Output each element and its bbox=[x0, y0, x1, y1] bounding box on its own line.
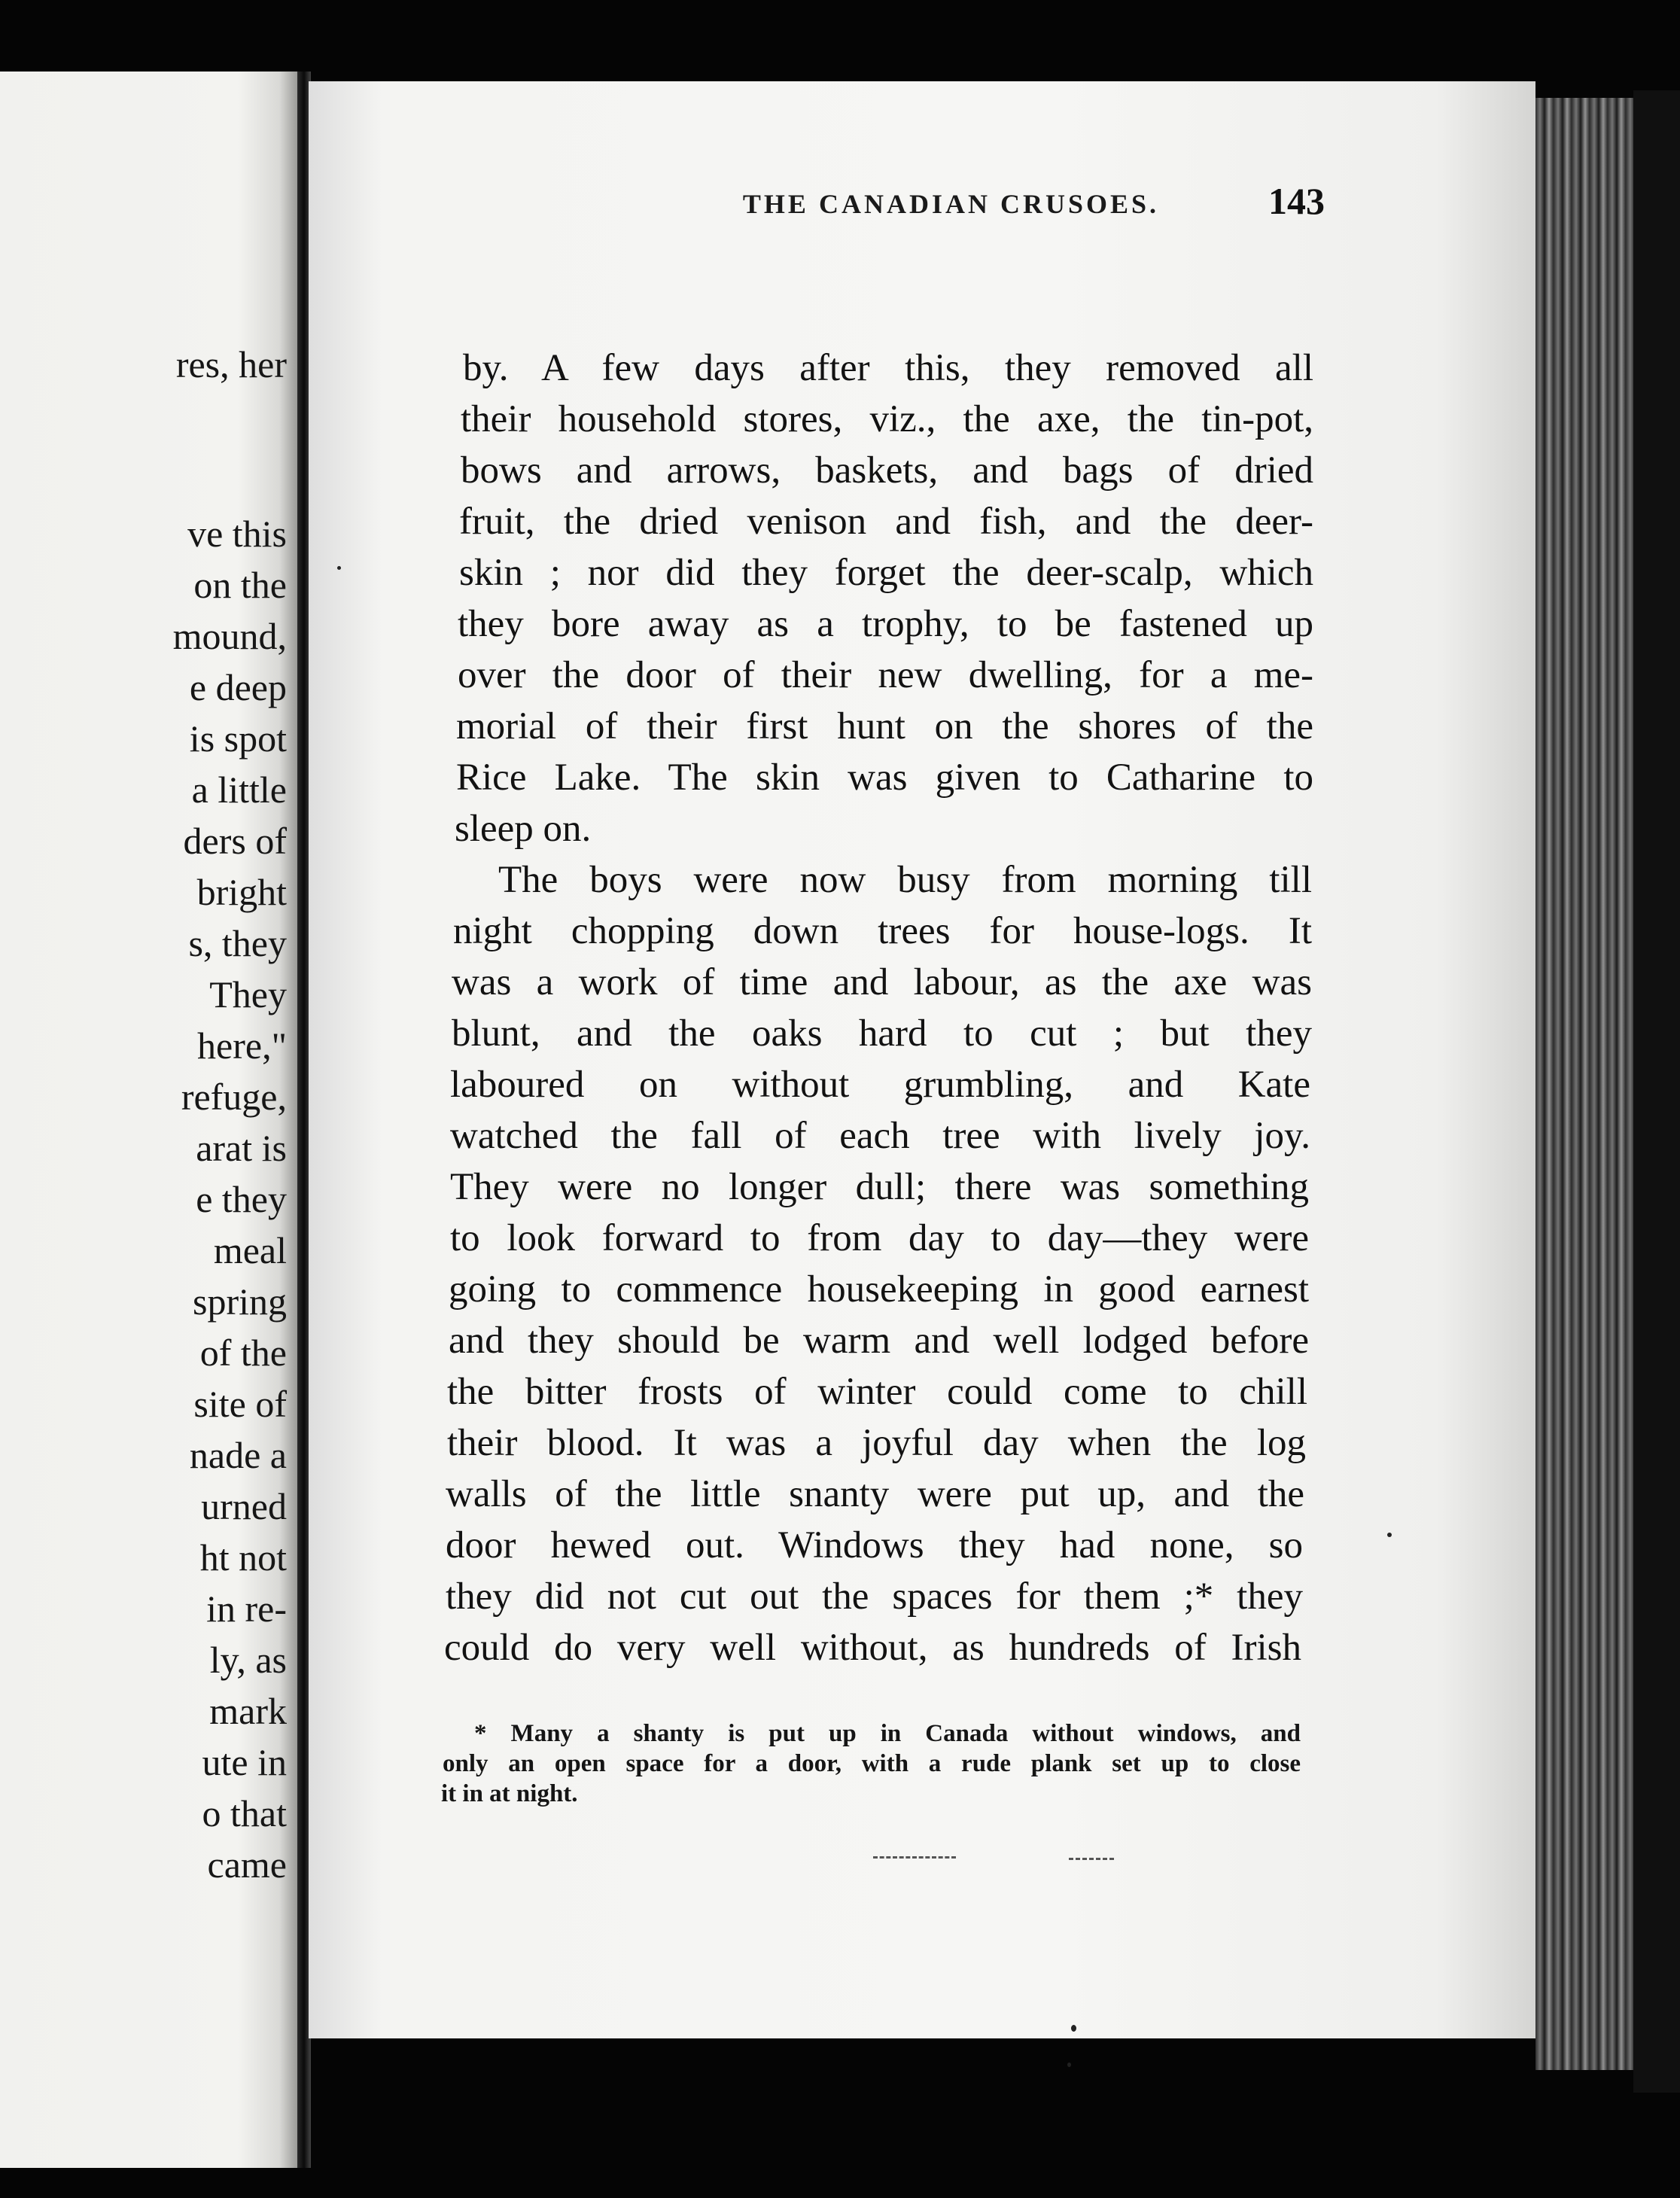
body-line: their blood. It was a joyful day when the log bbox=[447, 1422, 1306, 1464]
body-line: The boys were now busy from morning till bbox=[498, 859, 1312, 901]
left-line-fragment: bright bbox=[196, 871, 287, 913]
ink-speck bbox=[1387, 1533, 1392, 1537]
body-line: was a work of time and labour, as the axe was bbox=[452, 961, 1312, 1003]
left-line-fragment: ve this bbox=[187, 513, 287, 555]
left-line-fragment: urned bbox=[201, 1485, 287, 1527]
faint-dash-mark bbox=[1069, 1858, 1114, 1862]
left-line-fragment: spring bbox=[193, 1280, 287, 1323]
left-line-fragment: came bbox=[207, 1843, 287, 1886]
body-line: door hewed out. Windows they had none, so bbox=[446, 1524, 1303, 1566]
body-line: they did not cut out the spaces for them ;* they bbox=[446, 1575, 1303, 1618]
left-line-fragment: ders of bbox=[183, 820, 287, 862]
body-line: they bore away as a trophy, to be fastened up bbox=[458, 603, 1313, 645]
left-line-fragment: s, they bbox=[188, 922, 287, 964]
left-line-fragment: mound, bbox=[172, 615, 287, 657]
left-line-fragment: ly, as bbox=[209, 1639, 287, 1681]
body-line: Rice Lake. The skin was given to Catharine to bbox=[456, 757, 1313, 799]
body-line: laboured on without grumbling, and Kate bbox=[450, 1064, 1310, 1106]
left-line-fragment: ute in bbox=[202, 1741, 287, 1783]
left-line-fragment: mark bbox=[209, 1690, 287, 1732]
left-page bbox=[0, 72, 297, 2168]
ink-speck bbox=[337, 566, 341, 570]
left-line-fragment: They bbox=[209, 973, 287, 1015]
body-line: They were no longer dull; there was something bbox=[450, 1166, 1309, 1208]
body-line: by. A few days after this, they removed all bbox=[463, 347, 1313, 389]
body-line: the bitter frosts of winter could come to chill bbox=[447, 1371, 1307, 1413]
left-line-fragment: a little bbox=[191, 769, 287, 811]
ink-speck bbox=[1067, 2063, 1071, 2067]
book-cover-edge bbox=[1633, 90, 1680, 2093]
page-number: 143 bbox=[1268, 180, 1325, 222]
ink-speck bbox=[1071, 2025, 1076, 2032]
body-line: could do very well without, as hundreds of Irish bbox=[444, 1627, 1301, 1669]
body-line: their household stores, viz., the axe, the tin-pot, bbox=[461, 398, 1313, 440]
body-line: morial of their first hunt on the shores of the bbox=[456, 705, 1313, 747]
body-line: over the door of their new dwelling, for a me- bbox=[458, 654, 1313, 696]
left-line-fragment: ht not bbox=[199, 1536, 287, 1578]
body-line: night chopping down trees for house-logs. It bbox=[453, 910, 1312, 952]
left-line-fragment: res, her bbox=[175, 343, 287, 385]
left-line-fragment: is spot bbox=[189, 717, 287, 760]
body-line: skin ; nor did they forget the deer-scalp, which bbox=[459, 552, 1313, 594]
left-line-fragment: in re- bbox=[206, 1588, 287, 1630]
running-head: THE CANADIAN CRUSOES. bbox=[742, 189, 1159, 219]
left-line-fragment: here," bbox=[197, 1024, 287, 1067]
body-line: to look forward to from day to day—they were bbox=[450, 1217, 1309, 1259]
left-line-fragment: site of bbox=[193, 1383, 287, 1425]
left-line-fragment: meal bbox=[213, 1229, 287, 1271]
left-line-fragment: o that bbox=[202, 1792, 287, 1834]
footnote-line: only an open space for a door, with a rude plank set up to close bbox=[443, 1750, 1301, 1777]
left-line-fragment: e they bbox=[196, 1178, 287, 1220]
body-line: fruit, the dried venison and fish, and the deer- bbox=[459, 501, 1313, 543]
body-line: bows and arrows, baskets, and bags of dried bbox=[461, 449, 1313, 492]
body-line: watched the fall of each tree with lively joy. bbox=[450, 1115, 1310, 1157]
footnote-line: it in at night. bbox=[441, 1780, 578, 1807]
left-line-fragment: nade a bbox=[189, 1434, 287, 1476]
left-line-fragment: e deep bbox=[189, 666, 287, 708]
body-line: blunt, and the oaks hard to cut ; but they bbox=[452, 1012, 1312, 1055]
left-line-fragment: on the bbox=[193, 564, 287, 606]
body-line: walls of the little snanty were put up, and the bbox=[446, 1473, 1304, 1515]
page-edges bbox=[1535, 98, 1648, 2070]
left-line-fragment: arat is bbox=[196, 1127, 287, 1169]
footnote-line: * Many a shanty is put up in Canada without windows, and bbox=[474, 1720, 1301, 1747]
left-line-fragment: refuge, bbox=[181, 1076, 287, 1118]
body-line: going to commence housekeeping in good earnest bbox=[449, 1268, 1309, 1311]
left-line-fragment: of the bbox=[199, 1332, 287, 1374]
body-line: sleep on. bbox=[455, 808, 592, 850]
body-line: and they should be warm and well lodged before bbox=[449, 1320, 1309, 1362]
faint-dash-mark bbox=[873, 1856, 956, 1861]
